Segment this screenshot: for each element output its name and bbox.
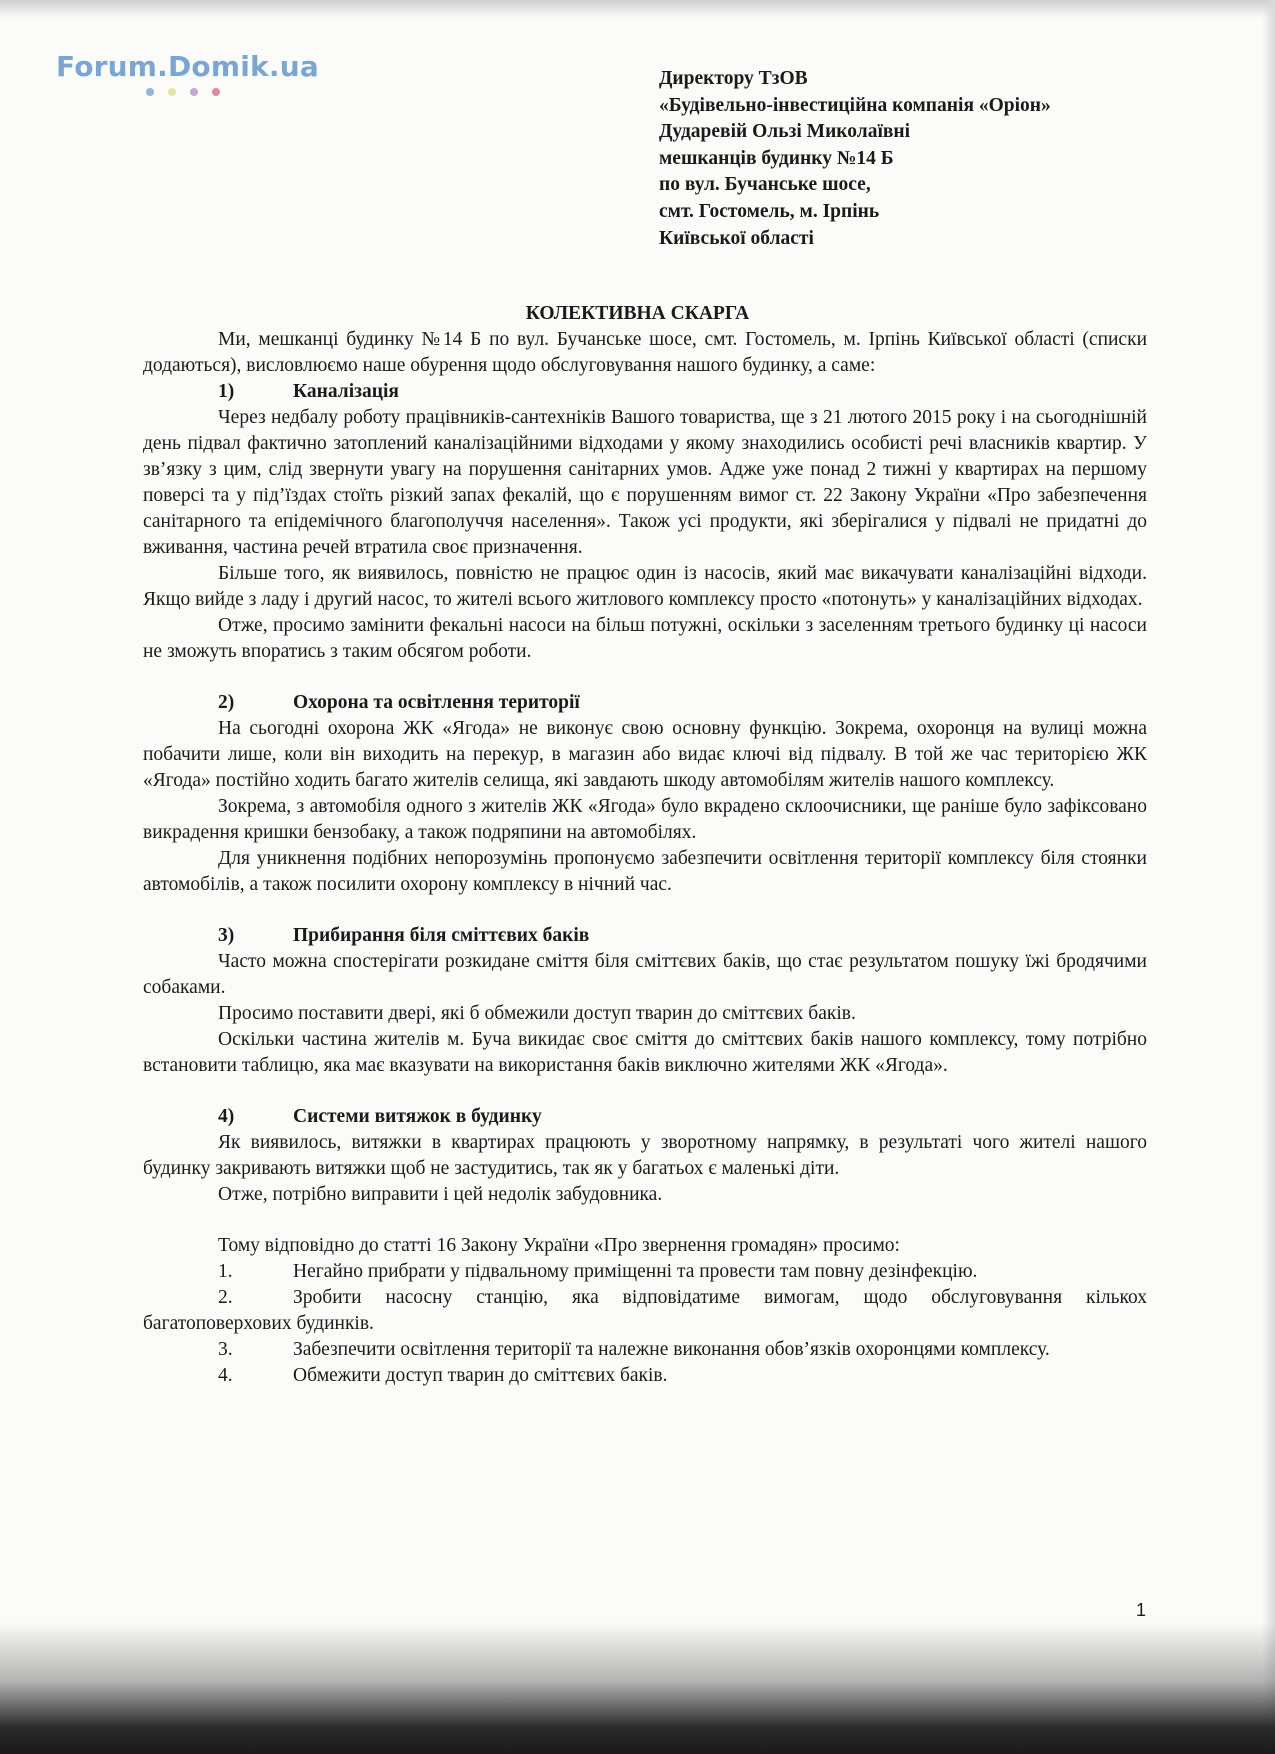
watermark-dot bbox=[212, 88, 220, 96]
request-text: Обмежити доступ тварин до сміттєвих баків. bbox=[293, 1365, 668, 1386]
request-text: Забезпечити освітлення території та належне виконання обов’язків охоронцями комплексу. bbox=[293, 1339, 1050, 1360]
page-number: 1 bbox=[1136, 1600, 1147, 1620]
section-heading-ventilation bbox=[143, 1104, 1147, 1130]
addressee-line: «Будівельно-інвестиційна компанія «Оріон» bbox=[659, 94, 1051, 116]
section-title: Прибирання біля сміттєвих баків bbox=[293, 925, 590, 946]
request-item bbox=[143, 1285, 1147, 1337]
section-heading-sewage bbox=[143, 379, 1147, 405]
addressee-line: Київської області bbox=[659, 227, 814, 249]
paragraph: Більше того, як виявилось, повністю не працює один із насосів, який має викачувати каналізаційні відходи. Якщо вийде з ладу і другий насос, то жителі всього житлового комплексу просто «потонуть» у каналізаційних відходах. bbox=[143, 563, 1147, 610]
request-text: Зробити насосну станцію, яка відповідатиме вимогам, щодо обслуговування кількох багатоповерхових будинків. bbox=[143, 1287, 1147, 1334]
section-number: 1) bbox=[218, 381, 235, 402]
scan-edge-right bbox=[1262, 0, 1275, 1754]
document-body bbox=[143, 327, 1147, 1389]
paragraph: На сьогодні охорона ЖК «Ягода» не виконує свою основну функцію. Зокрема, охоронця на вулиці можна побачити лише, коли він виходить на перекур, в магазин або видає ключі від підвалу. В той же час територією ЖК «Ягода» постійно ходить багато жителів селища, які завдають шкоду автомобілям жителів нашого комплексу. bbox=[143, 718, 1147, 791]
intro-paragraph: Ми, мешканці будинку №14 Б по вул. Бучанське шосе, смт. Гостомель, м. Ірпінь Київської області (списки додаються), висловлюємо наше обурення щодо обслуговування нашого будинку, а саме: bbox=[143, 329, 1147, 376]
paragraph: Часто можна спостерігати розкидане сміття біля сміттєвих баків, що стає результатом пошуку їжі бродячими собаками. bbox=[143, 951, 1147, 998]
request-item bbox=[143, 1363, 1147, 1389]
paragraph: Отже, потрібно виправити і цей недолік забудовника. bbox=[218, 1184, 663, 1205]
paragraph: Просимо поставити двері, які б обмежили доступ тварин до сміттєвих баків. bbox=[218, 1003, 856, 1024]
addressee-line: смт. Гостомель, м. Ірпінь bbox=[659, 200, 880, 222]
document-title: КОЛЕКТИВНА СКАРГА bbox=[525, 303, 750, 324]
request-item bbox=[143, 1259, 1147, 1285]
watermark-dots bbox=[146, 88, 220, 96]
section-title: Каналізація bbox=[293, 381, 399, 402]
paragraph: Для уникнення подібних непорозумінь пропонуємо забезпечити освітлення території комплексу біля стоянки автомобілів, а також посилити охорону комплексу в нічний час. bbox=[143, 848, 1147, 895]
section-number: 4) bbox=[218, 1106, 235, 1127]
request-number: 2. bbox=[218, 1287, 233, 1308]
section-title: Охорона та освітлення території bbox=[293, 692, 580, 713]
addressee-block bbox=[659, 66, 1219, 252]
paragraph: Оскільки частина жителів м. Буча викидає своє сміття до сміттєвих баків нашого комплексу, тому потрібно встановити таблицю, яка має вказувати на використання баків виключно жителями ЖК «Ягода». bbox=[143, 1029, 1147, 1076]
addressee-line: мешканців будинку №14 Б bbox=[659, 147, 894, 169]
watermark-logo: Forum.Domik.ua bbox=[56, 50, 319, 83]
request-text: Негайно прибрати у підвальному приміщенні та провести там повну дезінфекцію. bbox=[293, 1261, 978, 1282]
watermark-dot bbox=[146, 88, 154, 96]
request-item bbox=[143, 1337, 1147, 1363]
section-number: 2) bbox=[218, 692, 235, 713]
section-number: 3) bbox=[218, 925, 235, 946]
section-heading-security bbox=[143, 690, 1147, 716]
scan-edge-top bbox=[0, 0, 1275, 18]
section-title: Системи витяжок в будинку bbox=[293, 1106, 542, 1127]
request-intro: Тому відповідно до статті 16 Закону України «Про звернення громадян» просимо: bbox=[218, 1235, 900, 1256]
paragraph: Як виявилось, витяжки в квартирах працюють у зворотному напрямку, в результаті чого жителі нашого будинку закривають витяжки щоб не застудитись, так як у багатьох є маленькі діти. bbox=[143, 1132, 1147, 1179]
addressee-line: Дударевій Ользі Миколаївні bbox=[659, 121, 911, 143]
paragraph: Через недбалу роботу працівників-сантехніків Вашого товариства, ще з 21 лютого 2015 року і на сьогоднішній день підвал фактично затоплений каналізаційними відходами у якому знаходились особисті речі власників квартир. У зв’язку з цим, слід звернути увагу на порушення санітарних умов. Адже уже понад 2 тижні у квартирах на першому поверсі та у під’їздах стоїть різкий запах фекалій, що є порушенням вимог ст. 22 Закону України «Про забезпечення санітарного та епідемічного благополуччя населення». Також усі продукти, які зберігалися у підвалі не придатні до вживання, частина речей втратила своє призначення. bbox=[143, 407, 1147, 558]
watermark-dot bbox=[190, 88, 198, 96]
watermark-dot bbox=[168, 88, 176, 96]
section-heading-garbage bbox=[143, 923, 1147, 949]
scan-edge-bottom bbox=[0, 1622, 1275, 1754]
request-number: 1. bbox=[218, 1261, 233, 1282]
paragraph: Зокрема, з автомобіля одного з жителів ЖК «Ягода» було вкрадено склоочисники, ще раніше було зафіксовано викрадення кришки бензобаку, а також подряпини на автомобілях. bbox=[143, 796, 1147, 843]
addressee-line: по вул. Бучанське шосе, bbox=[659, 174, 871, 196]
addressee-line: Директору ТзОВ bbox=[659, 68, 808, 89]
request-number: 4. bbox=[218, 1365, 233, 1386]
request-number: 3. bbox=[218, 1339, 233, 1360]
paragraph: Отже, просимо замінити фекальні насоси на більш потужні, оскільки з заселенням третього будинку ці насоси не зможуть впоратись з таким обсягом роботи. bbox=[143, 615, 1147, 662]
